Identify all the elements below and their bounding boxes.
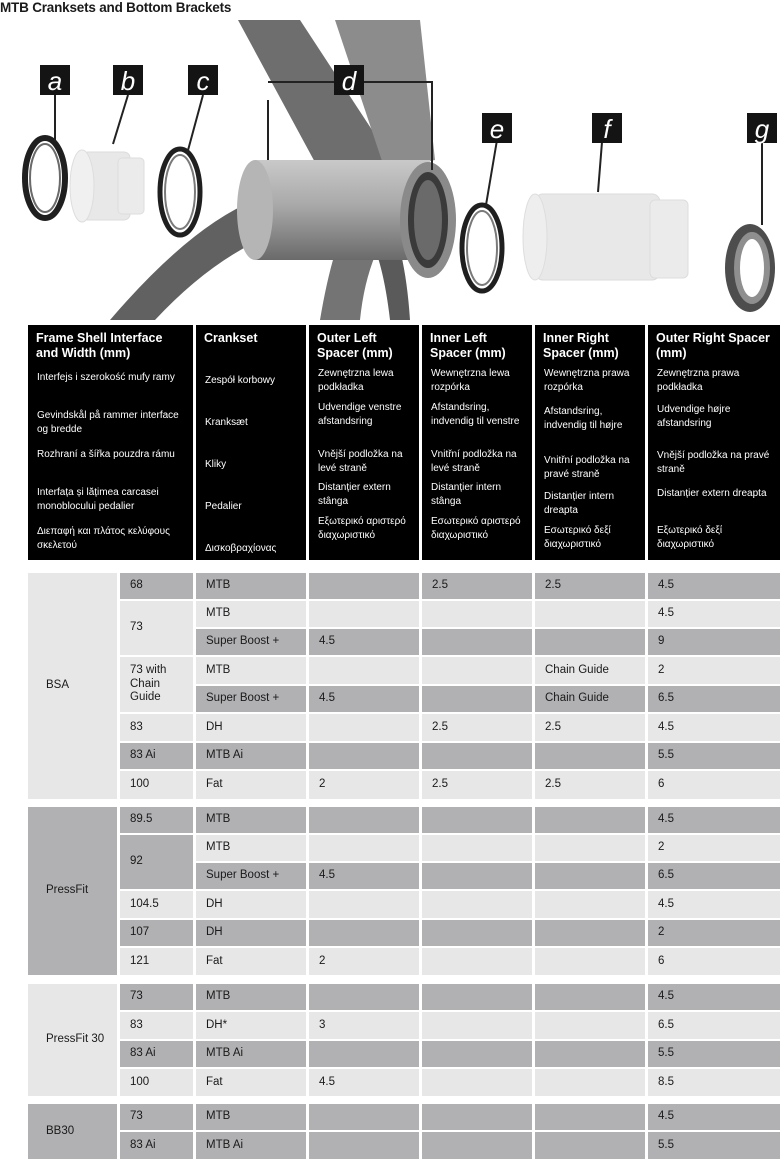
crankset-cell: MTB Ai xyxy=(196,1132,306,1159)
header-title: Outer Left Spacer (mm) xyxy=(317,331,393,360)
outer-right-cell: 2 xyxy=(648,835,780,861)
outer-right-cell: 4.5 xyxy=(648,1104,780,1130)
label-g: g xyxy=(754,114,770,144)
part-c-ring-icon xyxy=(160,149,200,235)
outer-right-cell: 4.5 xyxy=(648,807,780,833)
crankset-cell: Fat xyxy=(196,948,306,975)
header-translation: Interfejs i szerokość mufy ramy xyxy=(37,372,175,383)
width-cell: 89.5 xyxy=(120,807,193,833)
part-g-cup-icon xyxy=(725,224,775,312)
crankset-cell: DH xyxy=(196,891,306,918)
outer-left-cell: 2 xyxy=(309,948,419,975)
inner-right-cell: 2.5 xyxy=(535,714,645,741)
crankset-cell: MTB Ai xyxy=(196,1041,306,1067)
header-title: Frame Shell Interface and Width (mm) xyxy=(36,331,163,360)
label-f: f xyxy=(603,114,611,144)
outer-left-cell xyxy=(309,920,419,946)
crankset-cell: MTB xyxy=(196,601,306,627)
inner-left-cell xyxy=(422,1012,532,1039)
header-translation: Εξωτερικό δεξί διαχωριστικό xyxy=(657,525,723,550)
part-e-ring-icon xyxy=(462,205,502,291)
crankset-cell: MTB xyxy=(196,984,306,1010)
header-translation: Interfața și lățimea carcasei monoblocului pedalier xyxy=(37,487,159,512)
inner-left-cell: 2.5 xyxy=(422,714,532,741)
header-translation: Pedalier xyxy=(205,501,242,512)
inner-right-cell xyxy=(535,1069,645,1096)
inner-right-cell: 2.5 xyxy=(535,573,645,599)
header-translation: Afstandsring, indvendig til højre xyxy=(544,406,623,431)
inner-left-cell xyxy=(422,920,532,946)
header-translation: Distanțier extern stânga xyxy=(318,482,391,507)
header-title: Inner Right Spacer (mm) xyxy=(543,331,619,360)
width-cell: 121 xyxy=(120,948,193,975)
outer-left-cell xyxy=(309,984,419,1010)
inner-left-cell xyxy=(422,1041,532,1067)
width-cell: 104.5 xyxy=(120,891,193,918)
outer-right-cell: 4.5 xyxy=(648,984,780,1010)
header-translation: Distanțier extern dreapta xyxy=(657,488,767,499)
crankset-cell: Fat xyxy=(196,771,306,799)
crankset-cell: MTB Ai xyxy=(196,743,306,769)
inner-right-cell xyxy=(535,948,645,975)
outer-right-cell: 6 xyxy=(648,948,780,975)
width-cell: 73 with Chain Guide xyxy=(120,657,193,712)
outer-left-cell xyxy=(309,1104,419,1130)
header-outer-left xyxy=(309,325,419,560)
inner-right-cell: Chain Guide xyxy=(535,686,645,712)
crankset-cell: DH xyxy=(196,714,306,741)
inner-left-cell xyxy=(422,807,532,833)
part-a-ring-icon xyxy=(25,138,65,218)
outer-right-cell: 2 xyxy=(648,657,780,684)
inner-right-cell xyxy=(535,743,645,769)
crankset-cell: DH xyxy=(196,920,306,946)
header-inner-left xyxy=(422,325,532,560)
header-translation: Distanțier intern stânga xyxy=(431,482,502,507)
outer-left-cell: 4.5 xyxy=(309,629,419,655)
inner-left-cell xyxy=(422,984,532,1010)
label-c: c xyxy=(196,66,210,96)
header-translation: Vnější podložka na levé straně xyxy=(318,449,403,474)
width-cell: 73 xyxy=(120,984,193,1010)
outer-left-cell xyxy=(309,807,419,833)
inner-left-cell xyxy=(422,891,532,918)
header-crankset xyxy=(196,325,306,560)
header-translation: Διεπαφή και πλάτος κελύφους σκελετού xyxy=(37,526,170,551)
crankset-cell: MTB xyxy=(196,807,306,833)
header-translation: Εξωτερικό αριστερό διαχωριστικό xyxy=(318,516,406,541)
outer-left-cell xyxy=(309,1041,419,1067)
inner-left-cell xyxy=(422,743,532,769)
outer-right-cell: 4.5 xyxy=(648,891,780,918)
inner-left-cell xyxy=(422,1132,532,1159)
inner-left-cell xyxy=(422,1069,532,1096)
inner-left-cell xyxy=(422,629,532,655)
header-title: Inner Left Spacer (mm) xyxy=(430,331,506,360)
group-label-pressfit-30: PressFit 30 xyxy=(28,984,117,1096)
part-b-cup-icon xyxy=(70,150,144,222)
inner-left-cell xyxy=(422,601,532,627)
crankset-cell: MTB xyxy=(196,657,306,684)
header-translation: Εσωτερικό δεξί διαχωριστικό xyxy=(544,525,611,550)
header-translation: Rozhraní a šířka pouzdra rámu xyxy=(37,449,175,460)
outer-left-cell xyxy=(309,601,419,627)
outer-left-cell xyxy=(309,891,419,918)
outer-right-cell: 5.5 xyxy=(648,743,780,769)
header-translation: Vnitřní podložka na levé straně xyxy=(431,449,517,474)
header-title: Crankset xyxy=(204,331,258,345)
inner-right-cell xyxy=(535,807,645,833)
crankset-cell: Super Boost + xyxy=(196,629,306,655)
outer-right-cell: 6.5 xyxy=(648,686,780,712)
header-translation: Kranksæt xyxy=(205,417,248,428)
outer-left-cell: 3 xyxy=(309,1012,419,1039)
inner-right-cell xyxy=(535,629,645,655)
outer-right-cell: 5.5 xyxy=(648,1132,780,1159)
inner-right-cell xyxy=(535,601,645,627)
table-header xyxy=(0,325,780,560)
outer-left-cell: 4.5 xyxy=(309,686,419,712)
inner-right-cell xyxy=(535,835,645,861)
outer-right-cell: 9 xyxy=(648,629,780,655)
header-translation: Udvendige venstre afstandsring xyxy=(318,402,402,427)
inner-left-cell xyxy=(422,948,532,975)
outer-right-cell: 4.5 xyxy=(648,573,780,599)
header-translation: Distanțier intern dreapta xyxy=(544,491,615,516)
page-title: MTB Cranksets and Bottom Brackets xyxy=(0,0,232,15)
outer-left-cell xyxy=(309,1132,419,1159)
outer-left-cell xyxy=(309,573,419,599)
inner-right-cell xyxy=(535,984,645,1010)
outer-right-cell: 5.5 xyxy=(648,1041,780,1067)
header-translation: Afstandsring, indvendig til venstre xyxy=(431,402,520,427)
width-cell: 83 Ai xyxy=(120,1041,193,1067)
header-translation: Zespół korbowy xyxy=(205,375,276,386)
header-translation: Zewnętrzna prawa podkładka xyxy=(657,368,740,393)
width-cell: 92 xyxy=(120,835,193,889)
inner-right-cell xyxy=(535,1012,645,1039)
width-cell: 83 xyxy=(120,714,193,741)
outer-right-cell: 6.5 xyxy=(648,863,780,889)
inner-right-cell: 2.5 xyxy=(535,771,645,799)
header-frame-shell xyxy=(28,325,193,560)
width-cell: 73 xyxy=(120,1104,193,1130)
inner-right-cell xyxy=(535,891,645,918)
outer-left-cell xyxy=(309,657,419,684)
crankset-cell: DH* xyxy=(196,1012,306,1039)
outer-left-cell xyxy=(309,743,419,769)
header-outer-right xyxy=(648,325,780,560)
label-d: d xyxy=(341,66,357,96)
width-cell: 83 Ai xyxy=(120,1132,193,1159)
group-label-bb30: BB30 xyxy=(28,1104,117,1159)
inner-right-cell xyxy=(535,1104,645,1130)
header-translation: Zewnętrzna lewa podkładka xyxy=(318,368,394,393)
header-inner-right xyxy=(535,325,645,560)
crankset-cell: Super Boost + xyxy=(196,686,306,712)
outer-right-cell: 2 xyxy=(648,920,780,946)
width-cell: 83 xyxy=(120,1012,193,1039)
width-cell: 83 Ai xyxy=(120,743,193,769)
exploded-parts-diagram xyxy=(0,20,780,325)
header-translation: Gevindskål på rammer interface og bredde xyxy=(37,410,179,435)
header-translation: Kliky xyxy=(205,459,227,470)
inner-left-cell xyxy=(422,657,532,684)
inner-left-cell xyxy=(422,863,532,889)
outer-left-cell xyxy=(309,714,419,741)
group-label-pressfit: PressFit xyxy=(28,807,117,975)
outer-left-cell xyxy=(309,835,419,861)
inner-right-cell xyxy=(535,863,645,889)
inner-right-cell xyxy=(535,920,645,946)
header-translation: Vnější podložka na pravé straně xyxy=(657,450,770,475)
inner-right-cell xyxy=(535,1041,645,1067)
inner-right-cell xyxy=(535,1132,645,1159)
outer-left-cell: 4.5 xyxy=(309,1069,419,1096)
crankset-cell: MTB xyxy=(196,573,306,599)
label-b: b xyxy=(120,66,136,96)
header-title: Outer Right Spacer (mm) xyxy=(656,331,770,360)
crankset-cell: Super Boost + xyxy=(196,863,306,889)
header-translation: Vnitřní podložka na pravé straně xyxy=(544,455,630,480)
width-cell: 100 xyxy=(120,771,193,799)
width-cell: 68 xyxy=(120,573,193,599)
outer-right-cell: 6 xyxy=(648,771,780,799)
inner-left-cell xyxy=(422,1104,532,1130)
inner-left-cell xyxy=(422,686,532,712)
outer-right-cell: 4.5 xyxy=(648,714,780,741)
part-f-cartridge-icon xyxy=(523,194,688,280)
crankset-cell: Fat xyxy=(196,1069,306,1096)
header-translation: Εσωτερικό αριστερό διαχωριστικό xyxy=(431,516,521,541)
header-translation: Wewnętrzna lewa rozpórka xyxy=(431,368,510,393)
outer-left-cell: 4.5 xyxy=(309,863,419,889)
inner-left-cell: 2.5 xyxy=(422,771,532,799)
crankset-cell: MTB xyxy=(196,835,306,861)
outer-right-cell: 4.5 xyxy=(648,601,780,627)
group-label-bsa: BSA xyxy=(28,573,117,799)
inner-right-cell: Chain Guide xyxy=(535,657,645,684)
width-cell: 107 xyxy=(120,920,193,946)
width-cell: 73 xyxy=(120,601,193,655)
outer-right-cell: 6.5 xyxy=(648,1012,780,1039)
width-cell: 100 xyxy=(120,1069,193,1096)
inner-left-cell xyxy=(422,835,532,861)
outer-left-cell: 2 xyxy=(309,771,419,799)
label-e: e xyxy=(489,114,505,144)
header-translation: Udvendige højre afstandsring xyxy=(657,404,731,429)
inner-left-cell: 2.5 xyxy=(422,573,532,599)
header-translation: Wewnętrzna prawa rozpórka xyxy=(544,368,630,393)
crankset-cell: MTB xyxy=(196,1104,306,1130)
label-a: a xyxy=(47,66,63,96)
header-translation: Δισκοβραχίονας xyxy=(205,543,277,554)
outer-right-cell: 8.5 xyxy=(648,1069,780,1096)
